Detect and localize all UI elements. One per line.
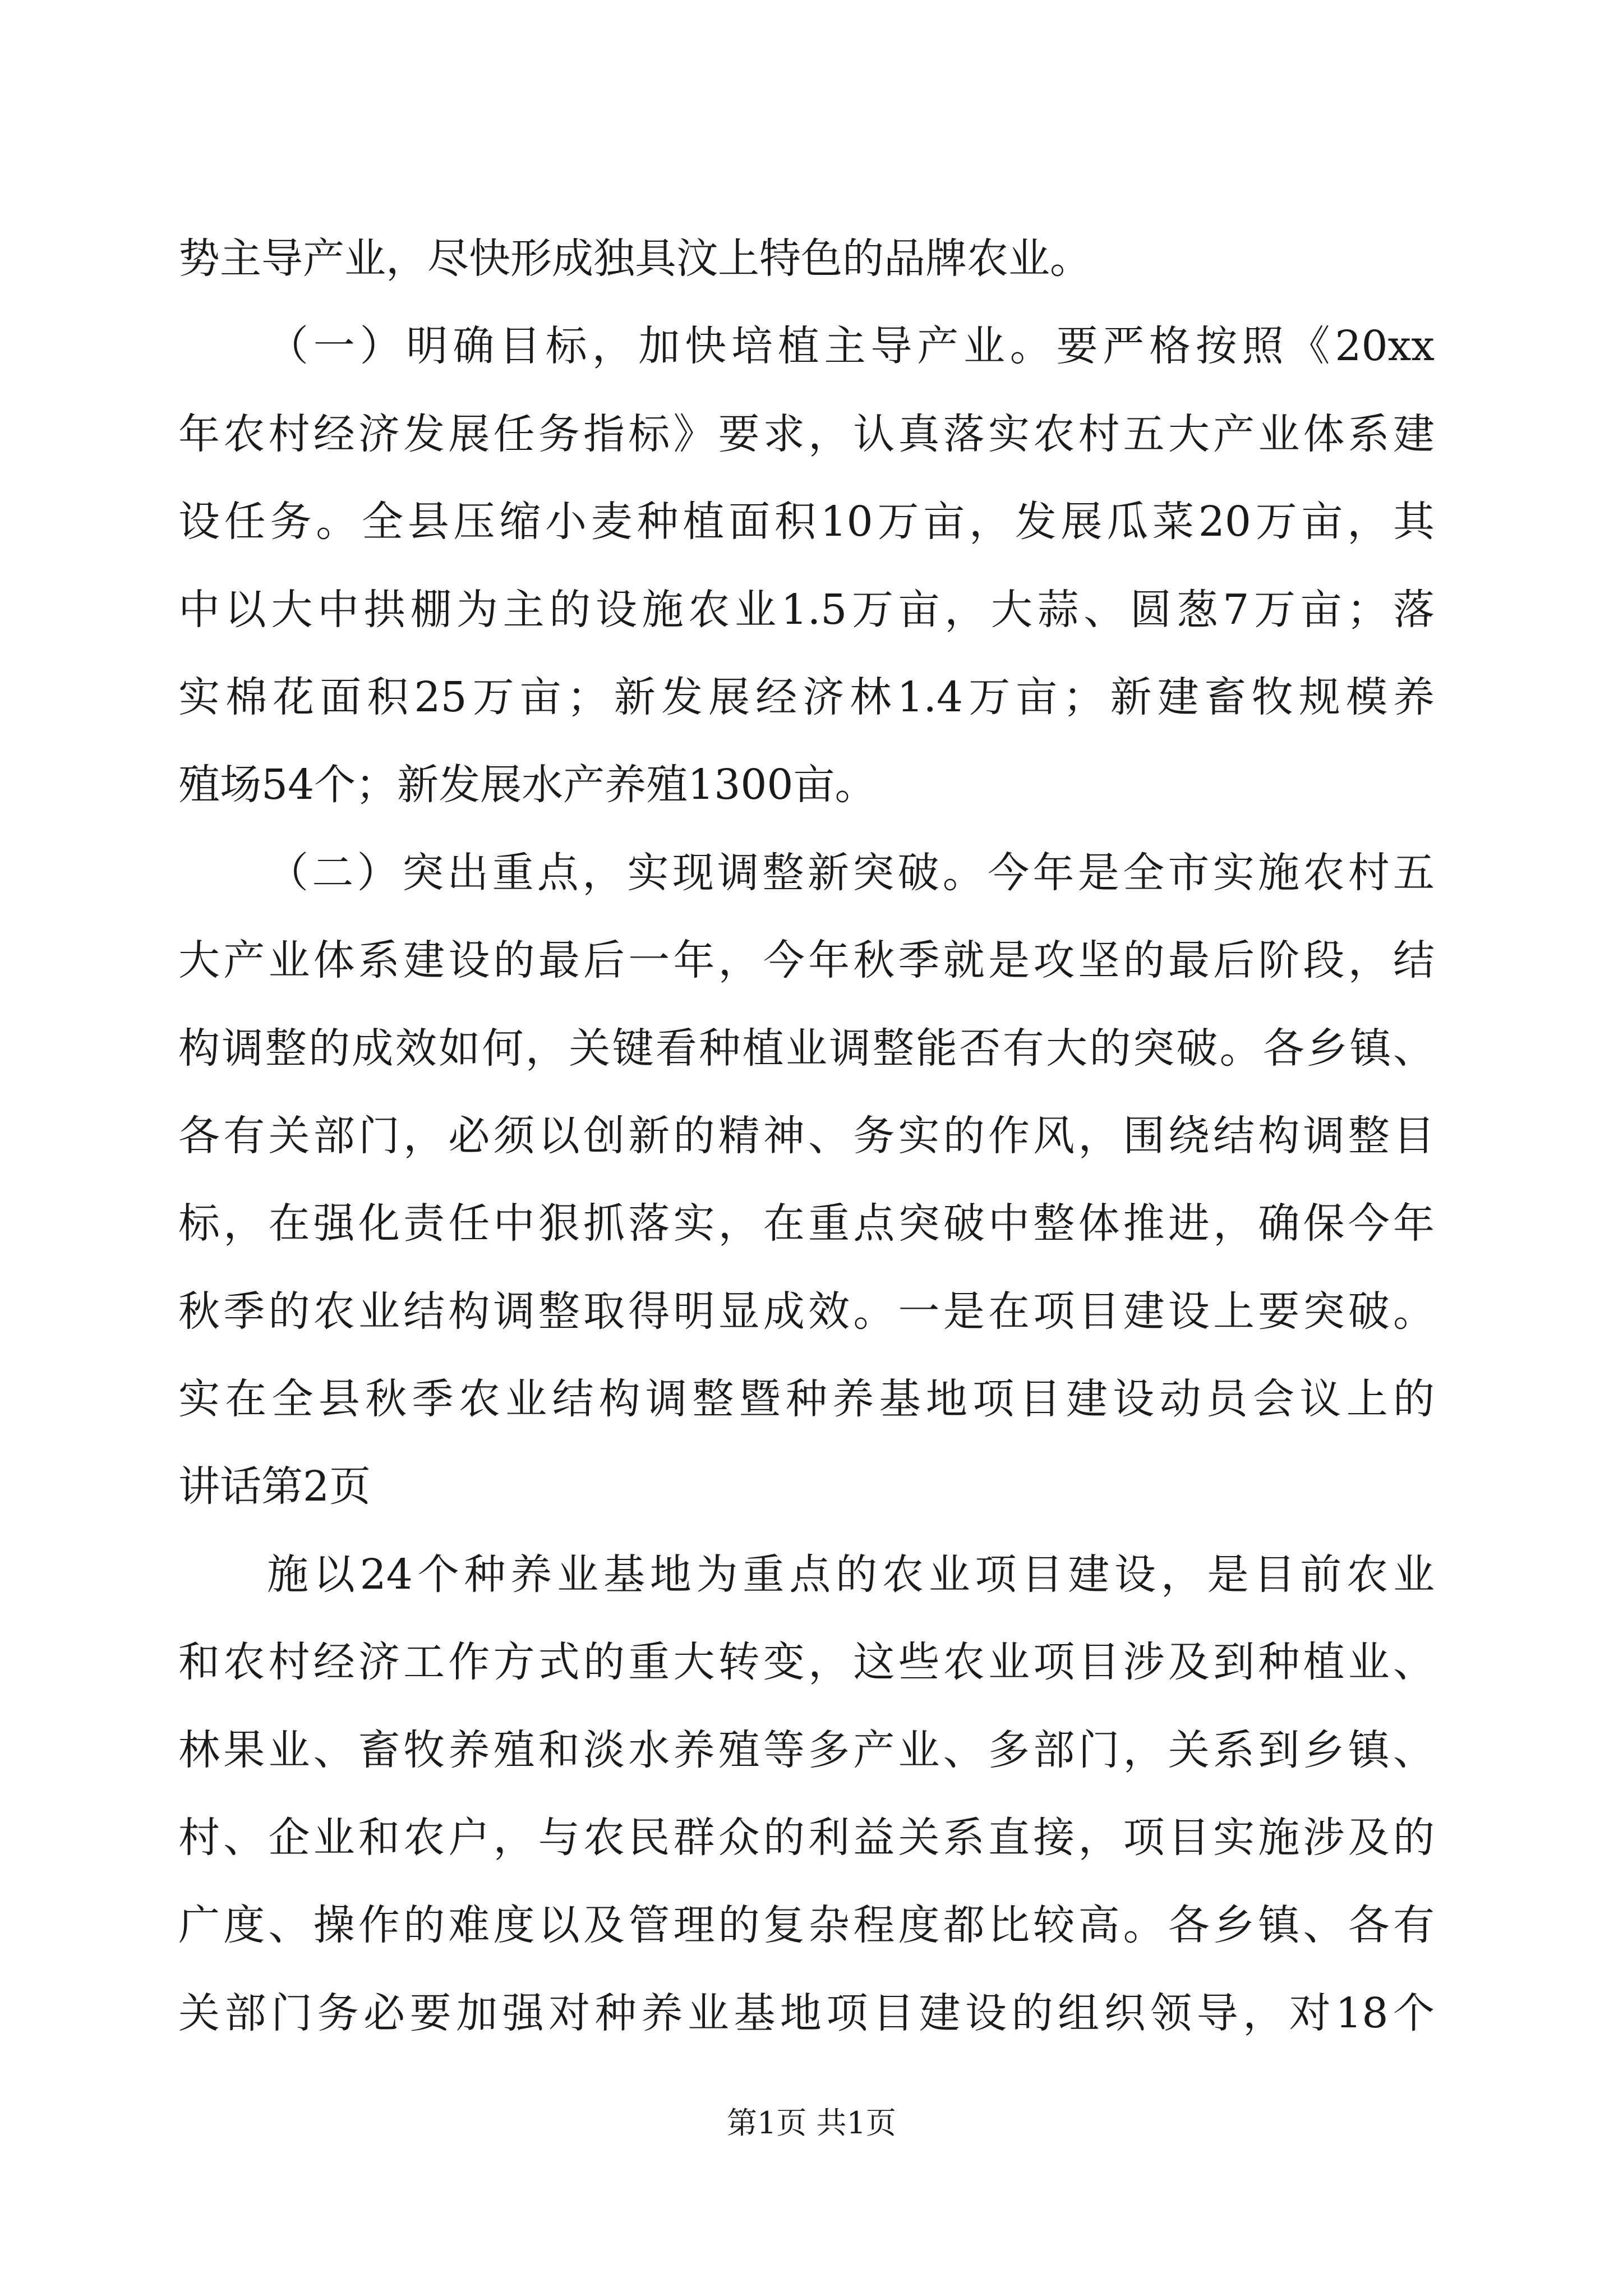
- text-line: 关部门务必要加强对种养业基地项目建设的组织领导，对18个: [178, 1989, 1435, 2037]
- text-line: 势主导产业，尽快形成独具汶上特色的品牌农业。: [178, 234, 1091, 283]
- document-body: [178, 227, 1435, 2069]
- text-line: 年农村经济发展任务指标》要求，认真落实农村五大产业体系建: [178, 409, 1435, 458]
- text-line: 设任务。全县压缩小麦种植面积10万亩，发展瓜菜20万亩，其: [178, 498, 1435, 546]
- text-line: 讲话第2页: [178, 1462, 371, 1511]
- text-line: 实棉花面积25万亩；新发展经济林1.4万亩；新建畜牧规模养: [178, 673, 1435, 721]
- text-line: 施以24个种养业基地为重点的农业项目建设，是目前农业: [267, 1550, 1435, 1599]
- text-line: 秋季的农业结构调整取得明显成效。一是在项目建设上要突破。: [178, 1287, 1435, 1336]
- text-line: 构调整的成效如何，关键看种植业调整能否有大的突破。各乡镇、: [178, 1024, 1435, 1073]
- text-line: 标，在强化责任中狠抓落实，在重点突破中整体推进，确保今年: [178, 1199, 1435, 1248]
- text-line: （一）明确目标，加快培植主导产业。要严格按照《20xx: [267, 322, 1435, 371]
- text-line: 实在全县秋季农业结构调整暨种养基地项目建设动员会议上的: [178, 1375, 1435, 1424]
- text-line: 林果业、畜牧养殖和淡水养殖等多产业、多部门，关系到乡镇、: [178, 1726, 1435, 1774]
- text-line: 村、企业和农户，与农民群众的利益关系直接，项目实施涉及的: [178, 1814, 1435, 1862]
- page-footer: 第1页 共1页: [727, 2105, 896, 2141]
- text-line: 大产业体系建设的最后一年，今年秋季就是攻坚的最后阶段，结: [178, 936, 1435, 985]
- text-line: 广度、操作的难度以及管理的复杂程度都比较高。各乡镇、各有: [178, 1901, 1435, 1950]
- text-line: 各有关部门，必须以创新的精神、务实的作风，围绕结构调整目: [178, 1111, 1435, 1160]
- text-line: 殖场54个；新发展水产养殖1300亩。: [178, 761, 877, 809]
- text-line: （二）突出重点，实现调整新突破。今年是全市实施农村五: [267, 848, 1435, 897]
- text-line: 中以大中拱棚为主的设施农业1.5万亩，大蒜、圆葱7万亩；落: [178, 585, 1435, 634]
- text-line: 和农村经济工作方式的重大转变，这些农业项目涉及到种植业、: [178, 1638, 1435, 1687]
